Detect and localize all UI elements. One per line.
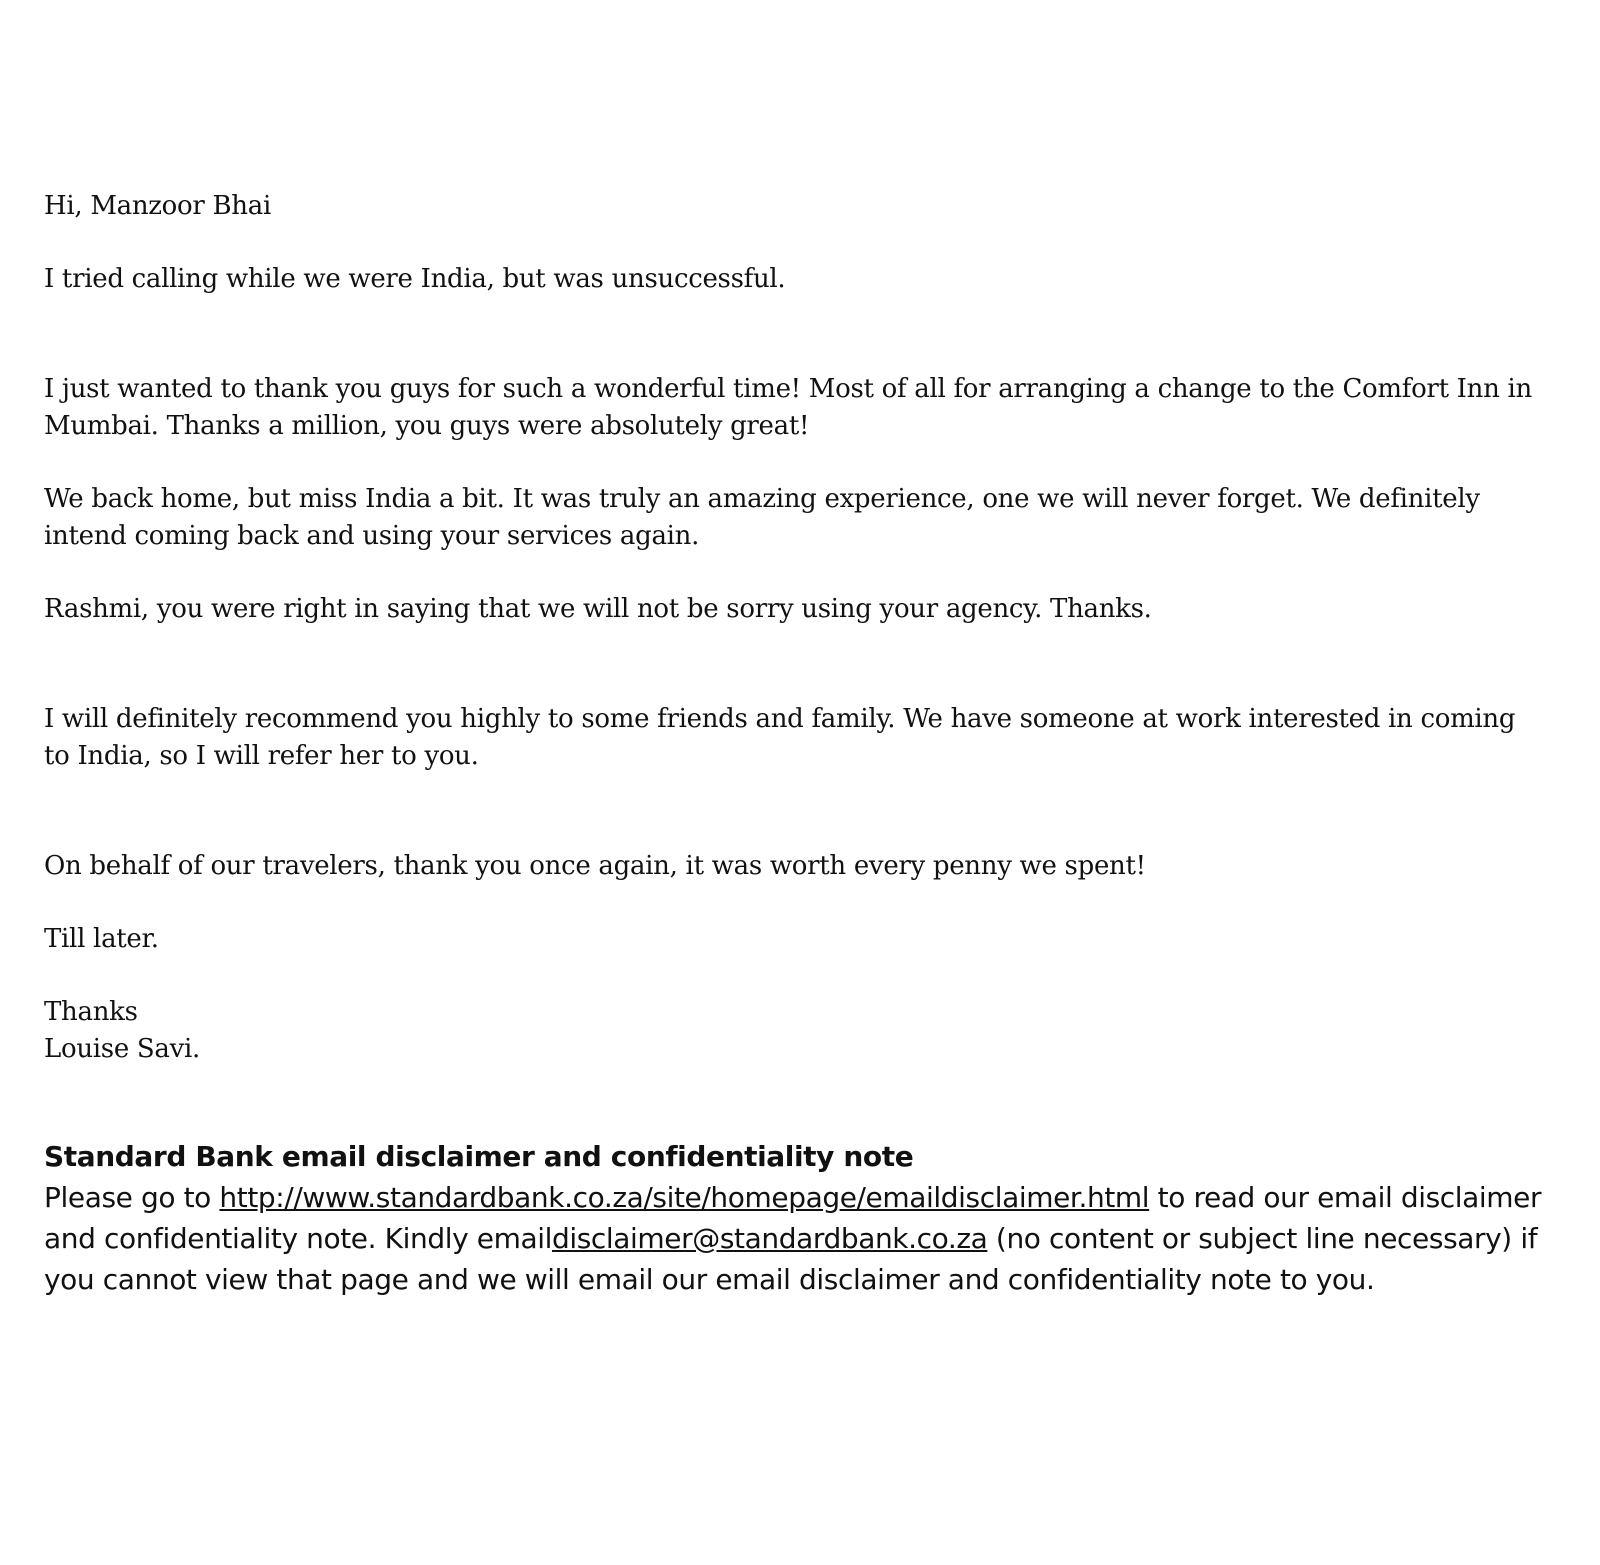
disclaimer-link[interactable]: http://www.standardbank.co.za/site/homepage/emaildisclaimer.html xyxy=(219,1181,1150,1214)
signature-thanks: Thanks xyxy=(44,997,138,1027)
paragraph-back-home: We back home, but miss India a bit. It was truly an amazing experience, one we will never forget. We definitely intend coming back and using your services again. xyxy=(44,484,1480,551)
paragraph-recommend: I will definitely recommend you highly to some friends and family. We have someone at work interested in coming to India, so I will refer her to you. xyxy=(44,704,1516,771)
letter-body xyxy=(44,188,1544,1068)
paragraph-rashmi: Rashmi, you were right in saying that we will not be sorry using your agency. Thanks. xyxy=(44,594,1152,624)
disclaimer-email-link[interactable]: disclaimer@standardbank.co.za xyxy=(551,1222,988,1255)
signature-name: Louise Savi. xyxy=(44,1034,200,1064)
paragraph-calling: I tried calling while we were India, but was unsuccessful. xyxy=(44,264,786,294)
disclaimer-text-middle: to read our email disclaimer and confidentiality note. Kindly email xyxy=(44,1181,1542,1255)
greeting: Hi, Manzoor Bhai xyxy=(44,191,271,221)
paragraph-thanks: I just wanted to thank you guys for such a wonderful time! Most of all for arranging a change to the Comfort Inn in Mumbai. Thanks a million, you guys were absolutely great! xyxy=(44,374,1532,441)
disclaimer-block xyxy=(44,1136,1564,1300)
disclaimer-text-end: (no content or subject line necessary) if you cannot view that page and we will email our email disclaimer and confidentiality note to you. xyxy=(44,1222,1538,1296)
paragraph-behalf: On behalf of our travelers, thank you once again, it was worth every penny we spent! xyxy=(44,851,1146,881)
disclaimer-heading: Standard Bank email disclaimer and confidentiality note xyxy=(44,1140,914,1173)
closing-line: Till later. xyxy=(44,924,159,954)
disclaimer-text-intro: Please go to xyxy=(44,1181,220,1214)
disclaimer-text xyxy=(44,1177,1564,1300)
